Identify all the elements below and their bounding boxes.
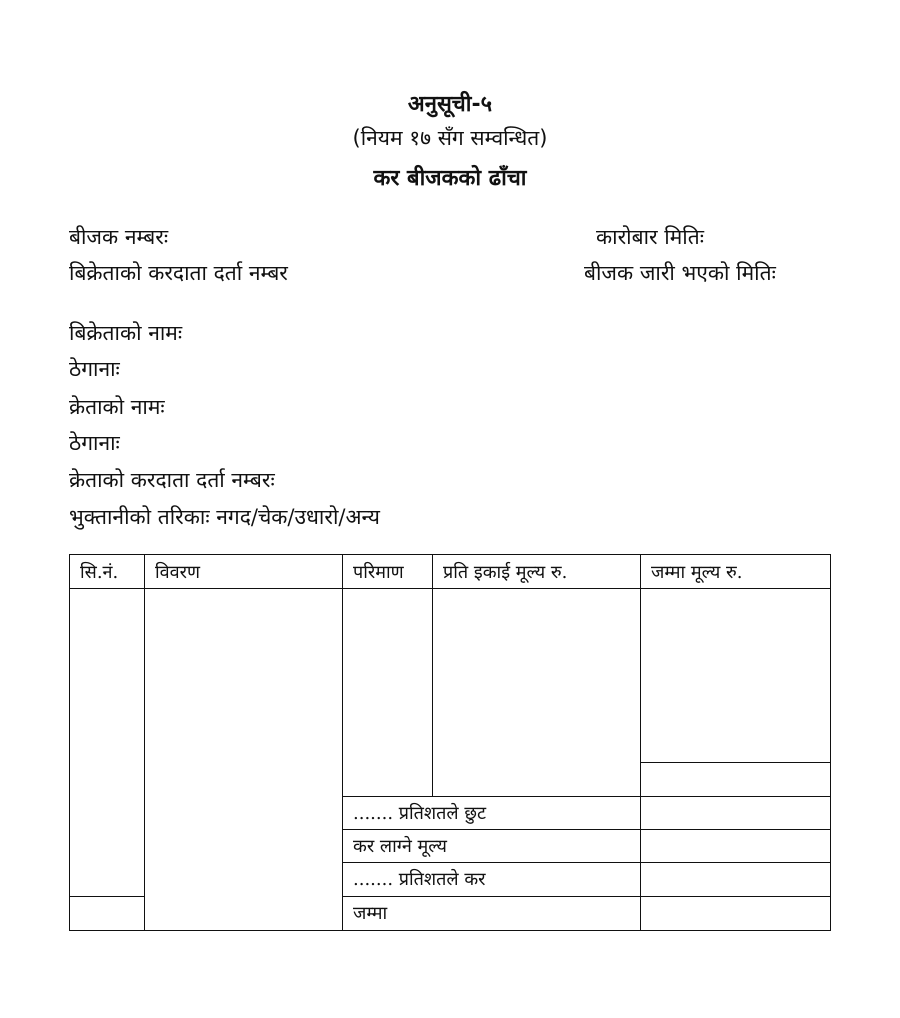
description-cell	[145, 796, 343, 829]
seller-address-label: ठेगानाः	[69, 357, 120, 381]
buyer-address-label: ठेगानाः	[69, 431, 120, 455]
serial-cell	[70, 589, 145, 797]
serial-cell	[70, 829, 145, 862]
invoice-table	[69, 554, 831, 931]
serial-cell	[70, 796, 145, 829]
transaction-date-label: कारोबार मितिः	[596, 225, 704, 249]
rule-reference: (नियम १७ सँग सम्वन्धित)	[352, 126, 548, 150]
header-quantity: परिमाण	[343, 555, 433, 589]
schedule-heading: अनुसूची-५	[407, 92, 493, 117]
description-cell	[145, 589, 343, 797]
grand-total-label: जम्मा	[343, 896, 641, 930]
serial-cell	[70, 862, 145, 896]
discount-value-cell	[641, 796, 831, 829]
subtotal-cell	[641, 762, 831, 796]
header-description: विवरण	[145, 555, 343, 589]
payment-method-label: भुक्तानीको तरिकाः नगद/चेक/उधारो/अन्य	[69, 505, 380, 529]
taxable-value-cell	[641, 829, 831, 862]
summary-row	[70, 796, 831, 829]
invoice-number-label: बीजक नम्बरः	[69, 225, 169, 249]
tax-label: ....... प्रतिशतले कर	[343, 862, 641, 896]
header-unit-price: प्रति इकाई मूल्य रु.	[433, 555, 641, 589]
tax-value-cell	[641, 862, 831, 896]
quantity-cell	[343, 589, 433, 797]
description-cell	[145, 862, 343, 896]
summary-row	[70, 862, 831, 896]
taxable-value-label: कर लाग्ने मूल्य	[343, 829, 641, 862]
discount-label: ....... प्रतिशतले छुट	[343, 796, 641, 829]
seller-pan-label: बिक्रेताको करदाता दर्ता नम्बर	[69, 261, 288, 285]
unit-price-cell	[433, 589, 641, 797]
invoice-issue-date-label: बीजक जारी भएको मितिः	[584, 261, 776, 285]
total-price-cell	[641, 589, 831, 762]
grand-total-cell	[641, 896, 831, 930]
summary-row	[70, 896, 831, 930]
header-total-price: जम्मा मूल्य रु.	[641, 555, 831, 589]
table-header-row	[70, 555, 831, 589]
seller-name-label: बिक्रेताको नामः	[69, 321, 183, 345]
description-cell	[145, 896, 343, 930]
buyer-pan-label: क्रेताको करदाता दर्ता नम्बरः	[69, 468, 275, 492]
serial-cell	[70, 896, 145, 930]
buyer-name-label: क्रेताको नामः	[69, 395, 165, 419]
header-serial: सि.नं.	[70, 555, 145, 589]
form-title: कर बीजकको ढाँचा	[373, 166, 527, 191]
description-cell	[145, 829, 343, 862]
table-row	[70, 589, 831, 762]
summary-row	[70, 829, 831, 862]
